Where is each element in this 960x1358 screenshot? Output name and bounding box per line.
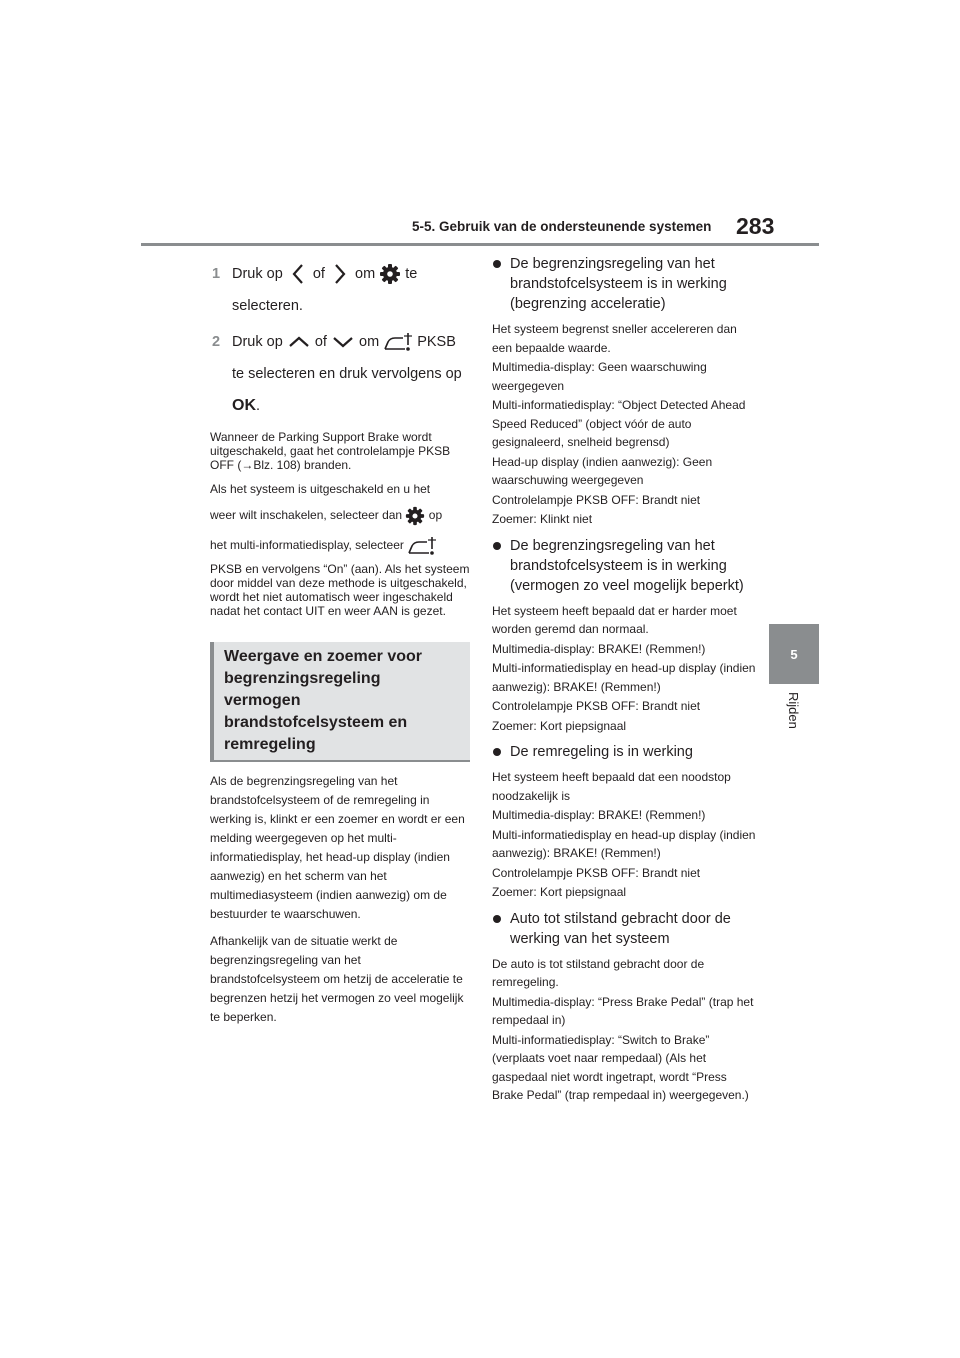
gear-icon [405,506,425,526]
bullet-title [492,742,756,762]
detail-line: De auto is tot stilstand gebracht door de remregeling. [492,956,705,989]
header-rule [141,243,819,246]
step-text: selecteren. [232,298,303,314]
bullet-dot [493,748,501,756]
step-text: te selecteren en druk vervolgens op [232,366,462,382]
note-text: op [428,508,443,523]
right-column [492,254,756,1106]
step-text: of [314,334,327,350]
step-2 [210,326,470,422]
step-text: Druk op [232,266,283,282]
detail-line: Zoemer: Kort piepsignaal [492,885,627,899]
note-text-line [210,500,470,530]
detail-line: Multi-informatiedisplay: “Object Detected Ahead Speed Reduced” (object vóór de auto gesignaleerd, snelheid begrensd) [492,398,746,449]
note-text: PKSB en vervolgens “On” (aan). Als het systeem door middel van deze methode is uitgeschakeld, wordt het niet automatisch weer ingeschakeld nadat het contact UIT en weer AAN is gezet. [210,562,470,619]
step-text: te [405,266,418,282]
body-paragraph: Als de begrenzingsregeling van het brandstofcelsysteem of de remregeling in werking is, klinkt er een zoemer en wordt er een melding weergegeven op het multi-informatiedisplay, het head-up display (indien aanwezig) en het scherm van het multimediasysteem (indien aanwezig) om de bestuurder te waarschuwen. [210,774,465,922]
note-text: het multi-informatiedisplay, selecteer [210,538,404,553]
detail-line: Multimedia-display: BRAKE! (Remmen!) [492,808,706,822]
detail-line: Multi-informatiedisplay en head-up display (indien aanwezig): BRAKE! (Remmen!) [492,827,756,860]
bullet-dot [493,915,501,923]
note-pksb-off: Wanneer de Parking Support Brake wordt uitgeschakeld, gaat het controlelampje PKSB OFF (→Blz. 108) branden. [210,430,451,473]
note-reenable [210,478,470,618]
step-text: of [312,266,325,282]
car-warning-icon [407,535,437,557]
body-paragraph: Afhankelijk van de situatie werkt de begrenzingsregeling van het brandstofcelsysteem om hetzij de acceleratie te begrenzen hetzij het vermogen zo veel mogelijk te beperken. [210,934,464,1025]
left-column [210,258,470,1035]
bullet-dot [493,542,501,550]
chevron-down-icon [331,332,355,352]
page-number: 283 [736,213,775,239]
detail-line: Controlelampje PKSB OFF: Brandt niet [492,492,701,507]
chevron-left-icon [287,262,309,286]
gear-icon [379,263,401,285]
step-text: om [359,334,380,350]
detail-line: Multimedia-display: “Press Brake Pedal” (trap het rempedaal in) [492,994,754,1027]
bullet-title-text: De begrenzingsregeling van het brandstofcelsysteem is in werking (vermogen zo veel mogelijk beperkt) [510,537,744,594]
detail-line: Het systeem heeft bepaald dat een noodstop noodzakelijk is [492,770,731,803]
bullet-title [492,254,756,314]
detail-line: Zoemer: Klinkt niet [492,512,593,526]
section-title: 5-5. Gebruik van de ondersteunende systemen [412,219,712,234]
step-text: Druk op [232,334,283,350]
note-text: Als het systeem is uitgeschakeld en u het [210,482,431,497]
bullet-title [492,536,756,596]
bullet-title-text: De begrenzingsregeling van het brandstofcelsysteem is in werking (begrenzing acceleratie) [510,256,727,312]
step-text: om [355,266,376,282]
bullet-title [492,909,756,949]
bullet-acceleration-limit [492,254,756,529]
bullet-title-text: Auto tot stilstand gebracht door de werking van het systeem [510,910,731,947]
detail-line: Controlelampje PKSB OFF: Brandt niet [492,699,701,713]
bullet-output-limit [492,536,756,736]
detail-line: Multi-informatiedisplay: “Switch to Brake” (verplaats voet naar rempedaal) (Als het gaspedaal niet wordt ingetrapt, wordt “Press Brake Pedal” (trap rempedaal in) weergegeven.) [492,1032,749,1102]
bullet-brake-control [492,742,756,902]
detail-line: Controlelampje PKSB OFF: Brandt niet [492,865,701,880]
ok-icon: OK [232,397,256,415]
detail-line: Multimedia-display: Geen waarschuwing weergegeven [492,360,707,393]
step-1 [210,258,470,322]
note-text: weer wilt inschakelen, selecteer dan [210,508,403,523]
step-number: 2 [212,334,221,350]
chapter-label: Rijden [786,692,801,729]
car-warning-icon [383,331,413,353]
bullet-dot [493,260,501,268]
step-text: PKSB [417,334,456,350]
section-heading: Weergave en zoemer voor begrenzingsregeling vermogen brandstofcelsysteem en remregeling [210,642,470,762]
detail-line: Head-up display (indien aanwezig): Geen waarschuwing weergegeven [492,454,713,487]
bullet-vehicle-stopped [492,909,756,1105]
detail-line: Het systeem begrenst sneller accelereren dan een bepaalde waarde. [492,322,737,355]
step-text: . [256,398,261,414]
chevron-up-icon [287,332,311,352]
bullet-title-text: De remregeling is in werking [510,744,693,760]
chevron-right-icon [329,262,351,286]
note-text-line [210,530,470,560]
detail-line: Zoemer: Kort piepsignaal [492,718,627,733]
detail-line: Het systeem heeft bepaald dat er harder moet worden geremd dan normaal. [492,603,737,636]
detail-line: Multimedia-display: BRAKE! (Remmen!) [492,641,706,656]
detail-line: Multi-informatiedisplay en head-up display (indien aanwezig): BRAKE! (Remmen!) [492,661,756,694]
chapter-tab: 5 [769,624,819,684]
step-number: 1 [212,266,221,282]
